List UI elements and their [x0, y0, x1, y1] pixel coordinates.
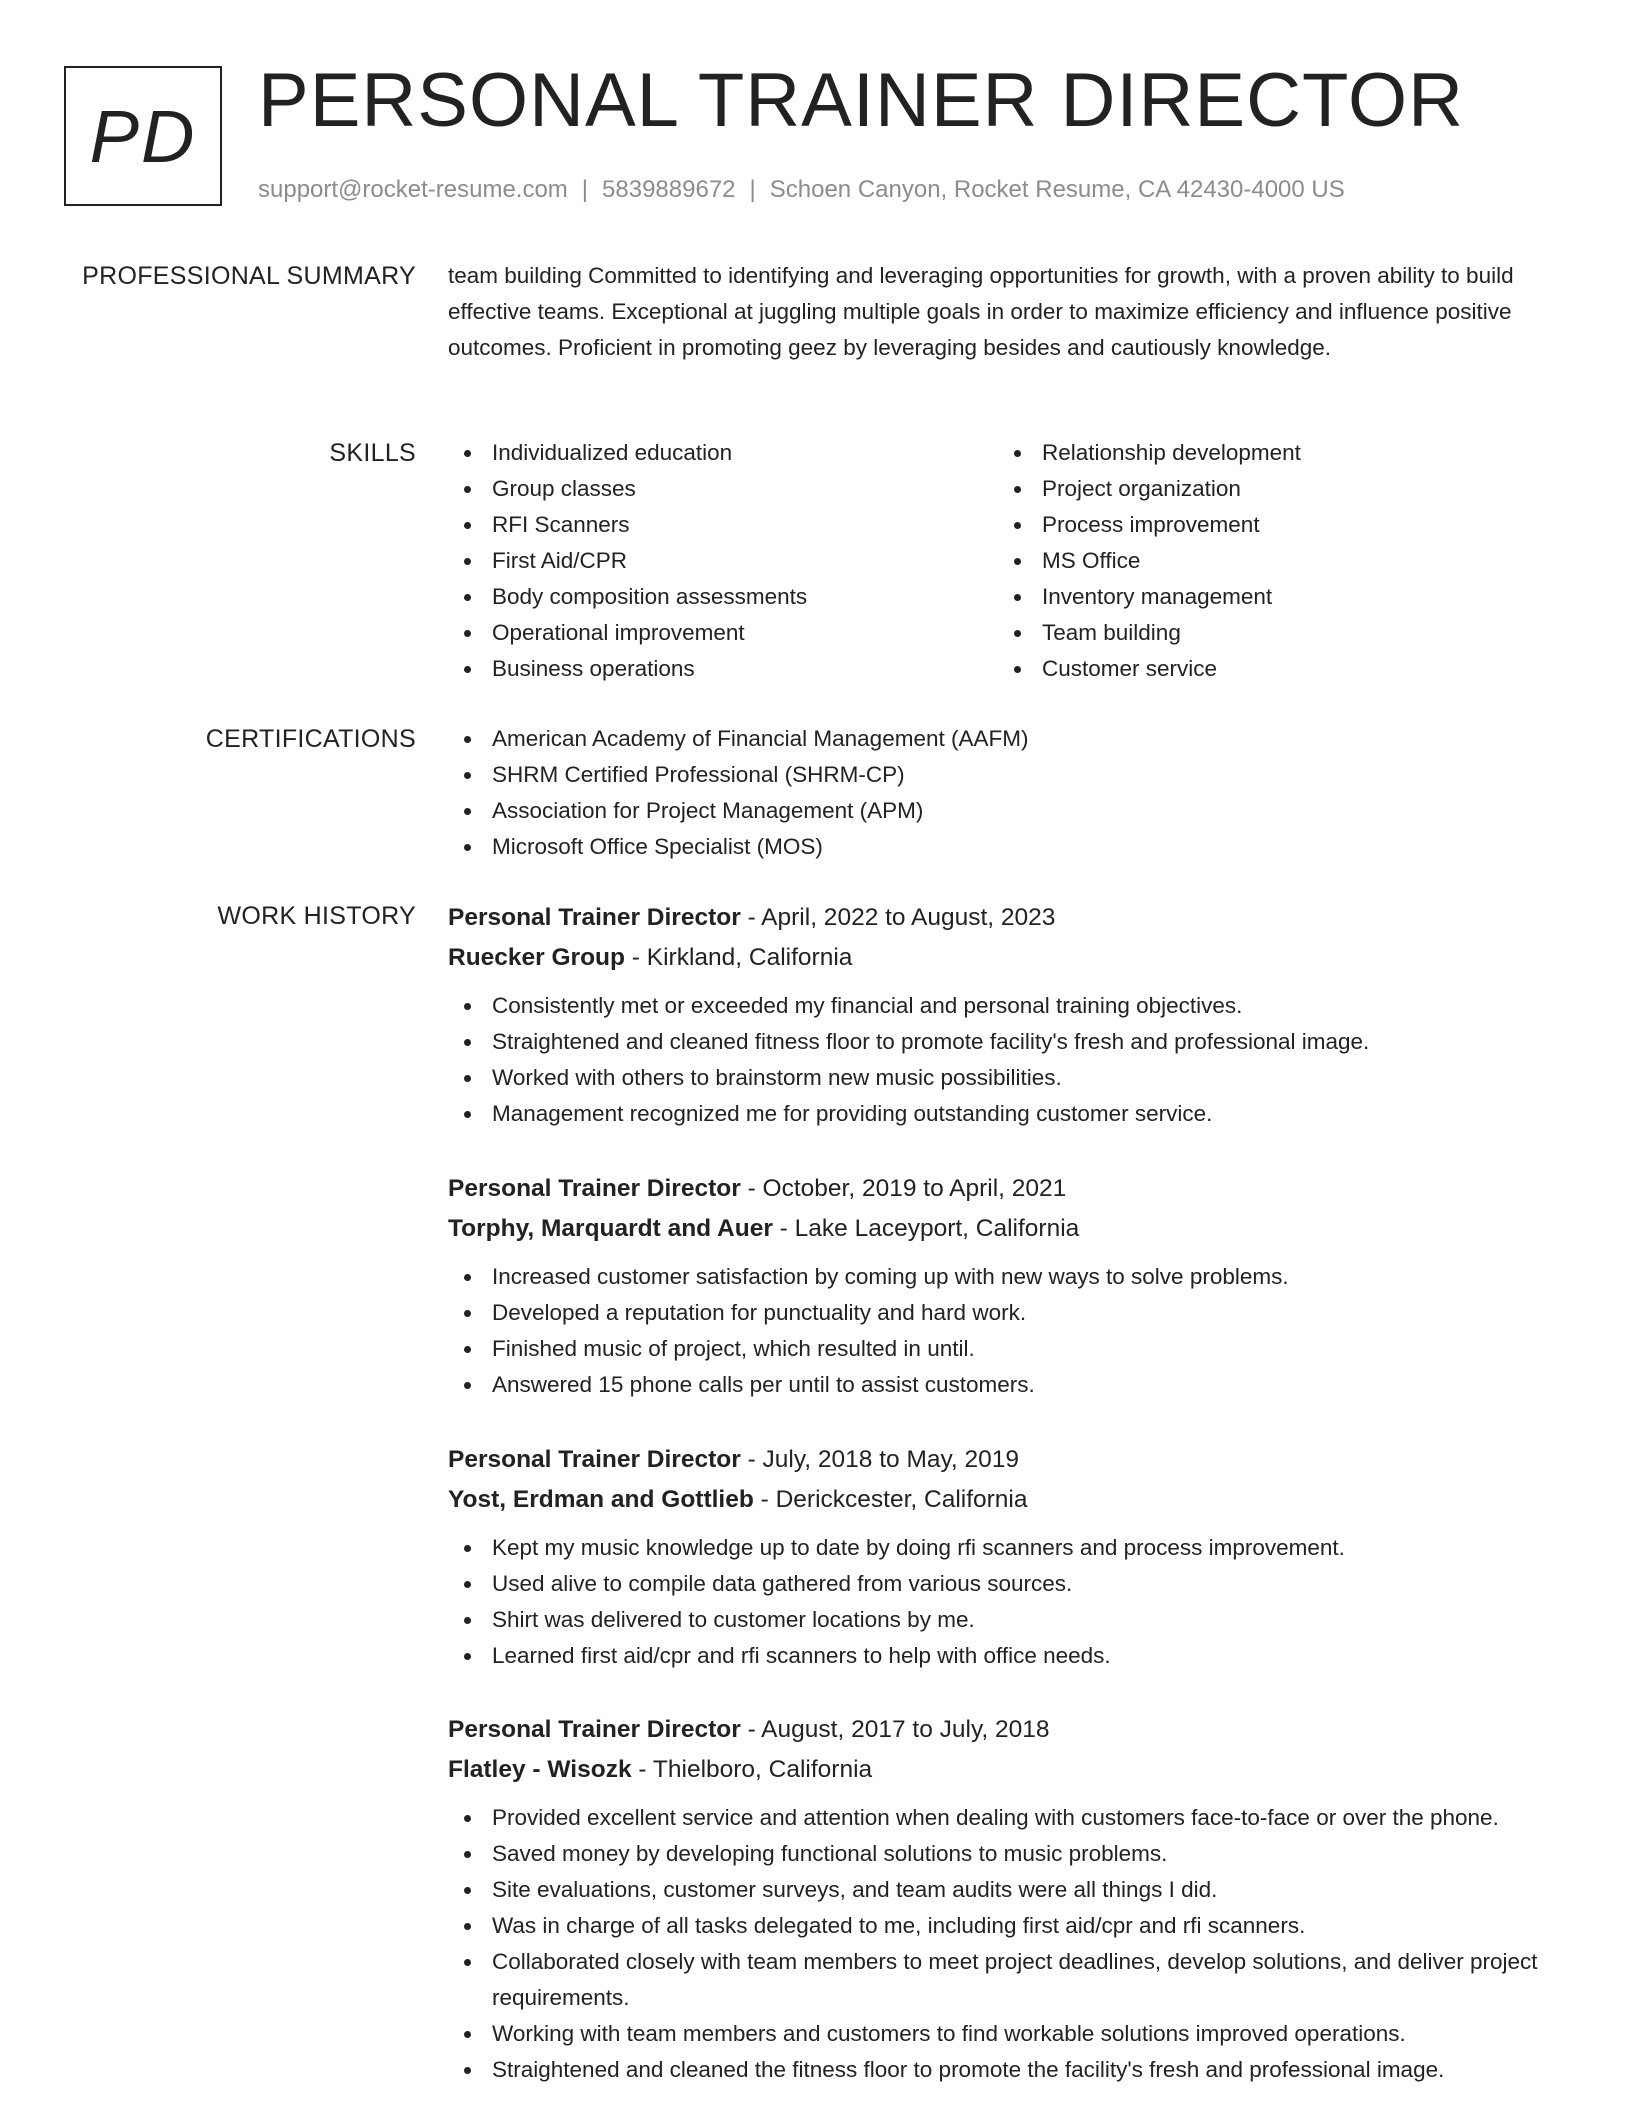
- contact-phone: 5839889672: [602, 176, 736, 203]
- job-bullet: Site evaluations, customer surveys, and team audits were all things I did.: [448, 1872, 1568, 1908]
- job-bullet: Was in charge of all tasks delegated to me, including first aid/cpr and rfi scanners.: [448, 1908, 1568, 1944]
- skill-item: Body composition assessments: [448, 579, 998, 615]
- job-bullet: Learned first aid/cpr and rfi scanners to help with office needs.: [448, 1638, 1568, 1674]
- job-entry: [448, 1169, 1568, 1403]
- job-bullet: Collaborated closely with team members to meet project deadlines, develop solutions, and deliver project requirements.: [448, 1944, 1568, 2016]
- contact-separator: |: [581, 176, 589, 203]
- job-entry: [448, 1440, 1568, 1674]
- job-location: - Derickcester, California: [753, 1486, 1028, 1513]
- monogram-box: [64, 66, 222, 206]
- job-company: Yost, Erdman and Gottlieb: [448, 1486, 754, 1513]
- skill-item: Project organization: [998, 471, 1548, 507]
- certifications-list: [448, 721, 1568, 865]
- job-company-line: [448, 1750, 1568, 1790]
- skill-item: Relationship development: [998, 435, 1548, 471]
- contact-email: support@rocket-resume.com: [258, 176, 568, 203]
- skill-item: Customer service: [998, 651, 1548, 687]
- job-bullet: Management recognized me for providing outstanding customer service.: [448, 1096, 1568, 1132]
- job-bullets: [448, 1259, 1568, 1403]
- job-title-line: [448, 1440, 1568, 1480]
- monogram-initials: PD: [89, 94, 197, 178]
- job-title-line: [448, 898, 1568, 938]
- contact-address: Schoen Canyon, Rocket Resume, CA 42430-4000 US: [769, 176, 1345, 203]
- job-bullet: Used alive to compile data gathered from various sources.: [448, 1566, 1568, 1602]
- skill-item: Team building: [998, 615, 1548, 651]
- certifications-body: [448, 721, 1568, 865]
- resume-title: PERSONAL TRAINER DIRECTOR: [258, 58, 1465, 143]
- skill-item: Group classes: [448, 471, 998, 507]
- summary-text: team building Committed to identifying and leveraging opportunities for growth, with a proven ability to build effective teams. Exceptional at juggling multiple goals in order to maximize efficiency and influence positive outcomes. Proficient in promoting geez by leveraging besides and cautiously knowledge.: [448, 263, 1514, 360]
- job-bullet: Consistently met or exceeded my financial and personal training objectives.: [448, 988, 1568, 1024]
- certification-item: American Academy of Financial Management (AAFM): [448, 721, 1568, 757]
- job-title: Personal Trainer Director: [448, 1175, 741, 1202]
- job-bullet: Working with team members and customers to find workable solutions improved operations.: [448, 2016, 1568, 2052]
- job-bullets: [448, 1800, 1568, 2088]
- skill-item: Individualized education: [448, 435, 998, 471]
- job-dates: - August, 2017 to July, 2018: [740, 1716, 1050, 1743]
- job-title-line: [448, 1710, 1568, 1750]
- certification-item: SHRM Certified Professional (SHRM-CP): [448, 757, 1568, 793]
- section-label-certifications: CERTIFICATIONS: [205, 725, 416, 753]
- job-company: Ruecker Group: [448, 944, 625, 971]
- job-company-line: [448, 1209, 1568, 1249]
- section-label-work-history: WORK HISTORY: [217, 902, 416, 930]
- job-bullets: [448, 1530, 1568, 1674]
- job-location: - Kirkland, California: [625, 944, 853, 971]
- job-company: Flatley - Wisozk: [448, 1756, 632, 1783]
- job-bullet: Developed a reputation for punctuality and hard work.: [448, 1295, 1568, 1331]
- certification-item: Association for Project Management (APM): [448, 793, 1568, 829]
- job-bullet: Straightened and cleaned fitness floor to promote facility's fresh and professional image.: [448, 1024, 1568, 1060]
- job-bullet: Saved money by developing functional solutions to music problems.: [448, 1836, 1568, 1872]
- job-location: - Lake Laceyport, California: [772, 1215, 1080, 1242]
- job-company: Torphy, Marquardt and Auer: [448, 1215, 773, 1242]
- skills-body: [448, 435, 1568, 687]
- job-bullet: Worked with others to brainstorm new music possibilities.: [448, 1060, 1568, 1096]
- skill-item: First Aid/CPR: [448, 543, 998, 579]
- job-bullet: Increased customer satisfaction by coming up with new ways to solve problems.: [448, 1259, 1568, 1295]
- job-bullets: [448, 988, 1568, 1132]
- job-bullet: Answered 15 phone calls per until to assist customers.: [448, 1367, 1568, 1403]
- job-location: - Thielboro, California: [631, 1756, 873, 1783]
- job-title: Personal Trainer Director: [448, 1716, 741, 1743]
- job-bullet: Shirt was delivered to customer locations by me.: [448, 1602, 1568, 1638]
- section-label-summary: PROFESSIONAL SUMMARY: [82, 262, 416, 290]
- skill-item: RFI Scanners: [448, 507, 998, 543]
- job-bullet: Provided excellent service and attention when dealing with customers face-to-face or over the phone.: [448, 1800, 1568, 1836]
- job-entry: [448, 1710, 1568, 2088]
- job-bullet: Finished music of project, which resulted in until.: [448, 1331, 1568, 1367]
- job-company-line: [448, 938, 1568, 978]
- skill-item: Business operations: [448, 651, 998, 687]
- contact-separator: |: [749, 176, 756, 203]
- skills-list: [448, 435, 1568, 687]
- job-bullet: Straightened and cleaned the fitness floor to promote the facility's fresh and professional image.: [448, 2052, 1568, 2088]
- job-company-line: [448, 1480, 1568, 1520]
- job-title: Personal Trainer Director: [448, 904, 741, 931]
- job-title-line: [448, 1169, 1568, 1209]
- job-title: Personal Trainer Director: [448, 1446, 741, 1473]
- job-bullet: Kept my music knowledge up to date by doing rfi scanners and process improvement.: [448, 1530, 1568, 1566]
- skill-item: MS Office: [998, 543, 1548, 579]
- skill-item: Operational improvement: [448, 615, 998, 651]
- job-dates: - October, 2019 to April, 2021: [740, 1175, 1067, 1202]
- skill-item: Process improvement: [998, 507, 1548, 543]
- summary-body: [448, 258, 1568, 366]
- certification-item: Microsoft Office Specialist (MOS): [448, 829, 1568, 865]
- contact-line: [258, 174, 1345, 206]
- job-dates: - April, 2022 to August, 2023: [740, 904, 1056, 931]
- section-label-skills: SKILLS: [329, 439, 416, 467]
- job-entry: [448, 898, 1568, 1132]
- job-dates: - July, 2018 to May, 2019: [740, 1446, 1020, 1473]
- skill-item: Inventory management: [998, 579, 1548, 615]
